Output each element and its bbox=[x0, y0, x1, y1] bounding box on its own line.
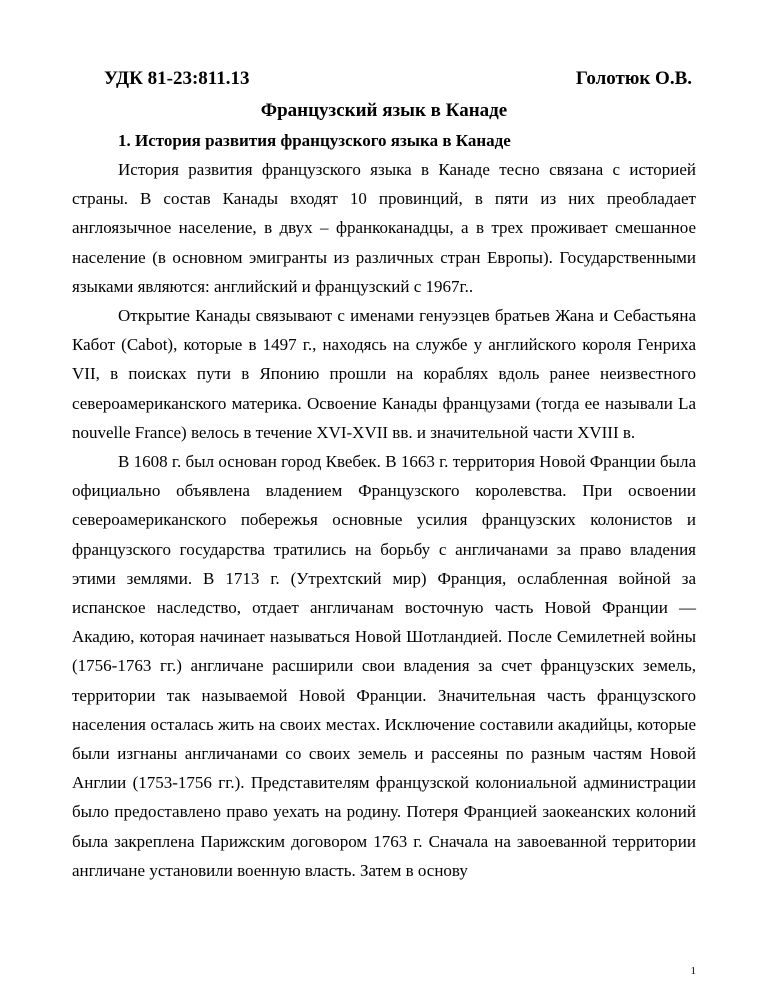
paragraph-3: В 1608 г. был основан город Квебек. В 1663 г. территория Новой Франции была официально объявлена владением Французского королевства. При освоении североамериканского побережья основные усилия французских колонистов и французского государства тратились на борьбу с англичанами за право владения этими землями. В 1713 г. (Утрехтский мир) Франция, ослабленная войной за испанское наследство, отдает англичанам восточную часть Новой Франции — Акадию, которая начинает называться Новой Шотландией. После Семилетней войны (1756-1763 гг.) англичане расширили свои владения за счет французских земель, территории так называемой Новой Франции. Значительная часть французского населения осталась жить на своих местах. Исключение составили акадийцы, которые были изгнаны англичанами со своих земель и рассеяны по разным частям Новой Англии (1753-1756 гг.). Представителям французской колониальной администрации было предоставлено право уехать на родину. Потеря Францией заокеанских колоний была закреплена Парижским договором 1763 г. Сначала на завоеванной территории англичане установили военную власть. Затем в основу bbox=[72, 452, 696, 880]
document-header bbox=[72, 64, 696, 94]
section-heading: 1. История развития французского языка в Канаде bbox=[118, 131, 511, 150]
paragraph-2: Открытие Канады связывают с именами генуэзцев братьев Жана и Себастьяна Кабот (Cabot), которые в 1497 г., находясь на службе у английского короля Генриха VII, в поисках пути в Японию прошли на кораблях вдоль ранее неизвестного североамериканского материка. Освоение Канады французами (тогда ее называли La nouvelle France) велось в течение XVI-XVII вв. и значительной части XVIII в. bbox=[72, 306, 696, 442]
udk-code: УДК 81-23:811.13 bbox=[104, 68, 250, 89]
paragraph-1: История развития французского языка в Канаде тесно связана с историей страны. В состав Канады входят 10 провинций, в пяти из них преобладает англоязычное население, в двух – франкоканадцы, а в трех проживает смешанное население (в основном эмигранты из различных стран Европы). Государственными языками являются: английский и французский с 1967г.. bbox=[72, 160, 696, 296]
document-page bbox=[72, 64, 696, 885]
document-title: Французский язык в Канаде bbox=[260, 100, 508, 121]
page-number: 1 bbox=[690, 965, 696, 977]
author-name: Голотюк О.В. bbox=[575, 68, 692, 89]
